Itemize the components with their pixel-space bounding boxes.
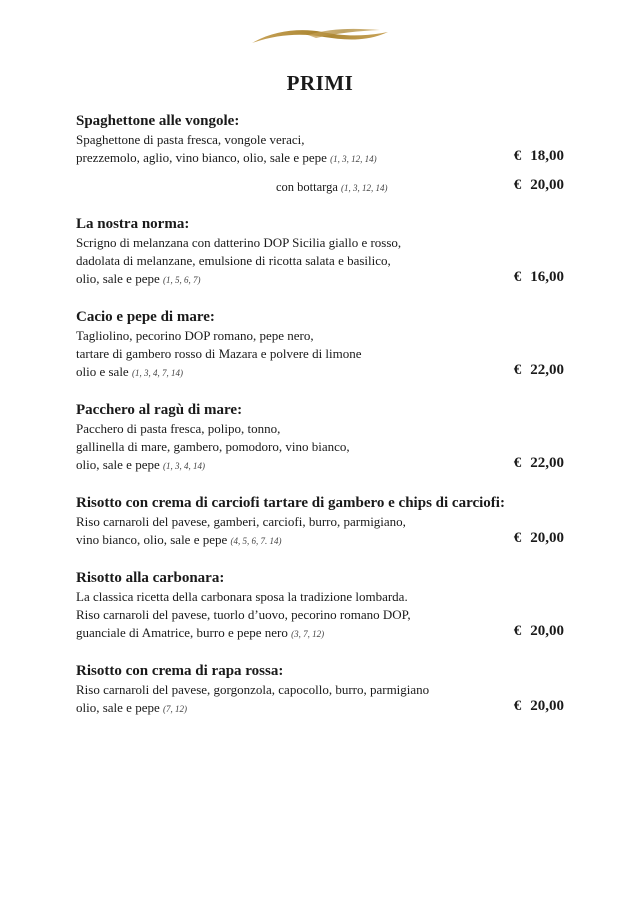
variant-price [514,176,564,194]
allergen-codes: (1, 3, 4, 14) [163,461,205,471]
dish-description-line: guanciale di Amatrice, burro e pepe nero [76,625,288,640]
euro-symbol: € [513,530,522,546]
dish-description-line: Riso carnaroli del pavese, gorgonzola, capocollo, burro, parmigiano [76,682,430,697]
dish-list [76,112,576,737]
price-amount: 20,00 [530,530,564,546]
euro-symbol: € [513,269,522,285]
dish-description-line: tartare di gambero rosso di Mazara e polvere di limone [76,346,362,361]
dish-item [76,401,576,475]
dish-last-line-row [76,531,576,550]
dish-price [514,361,564,379]
page-title: PRIMI [286,71,354,95]
dish-last-line-row [76,363,576,382]
price-amount: 16,00 [530,269,564,285]
euro-symbol: € [513,362,522,378]
dish-item [76,662,576,718]
variant-label-group [276,178,388,197]
dish-price [514,454,564,472]
dish-item [76,308,576,382]
price-amount: 20,00 [530,177,564,193]
allergen-codes: (7, 12) [163,704,187,714]
price-amount: 18,00 [530,148,564,164]
dish-name: Cacio e pepe di mare: [76,309,215,325]
dish-description-line: vino bianco, olio, sale e pepe [76,532,228,547]
dish-description-line: olio e sale [76,364,129,379]
allergen-codes: (4, 5, 6, 7. 14) [230,536,282,546]
dish-last-line-row [76,624,576,643]
dish-name: Risotto con crema di rapa rossa: [76,663,284,679]
dish-description-line: La classica ricetta della carbonara sposa la tradizione lombarda. [76,589,408,604]
dish-item [76,569,576,643]
dish-description-line: olio, sale e pepe [76,700,160,715]
dish-name: Pacchero al ragù di mare: [76,402,243,418]
dish-last-line-row [76,456,576,475]
euro-symbol: € [513,177,522,193]
dish-last-line-row [76,149,576,168]
euro-symbol: € [513,623,522,639]
dish-description-line: dadolata di melanzane, emulsione di ricotta salata e basilico, [76,253,391,268]
dish-last-line-row [76,699,576,718]
allergen-codes: (1, 3, 12, 14) [341,183,388,193]
euro-symbol: € [513,698,522,714]
dish-description-line: prezzemolo, aglio, vino bianco, olio, sale e pepe [76,150,327,165]
variant-label: con bottarga [276,180,338,194]
dish-description-line: Spaghettone di pasta fresca, vongole veraci, [76,132,305,147]
price-amount: 22,00 [530,455,564,471]
dish-price [514,697,564,715]
dish-name: Risotto alla carbonara: [76,570,225,586]
price-amount: 20,00 [530,698,564,714]
dish-description-line: Riso carnaroli del pavese, tuorlo d’uovo, pecorino romano DOP, [76,607,411,622]
dish-description-line: olio, sale e pepe [76,271,160,286]
dish-name: Risotto con crema di carciofi tartare di gambero e chips di carciofi: [76,495,505,511]
gold-wave-ornament-icon [250,26,390,48]
allergen-codes: (1, 3, 4, 7, 14) [131,368,183,378]
dish-name: La nostra norma: [76,216,190,232]
allergen-codes: (3, 7, 12) [291,629,325,639]
dish-price [514,622,564,640]
allergen-codes: (1, 3, 12, 14) [330,154,377,164]
dish-description-line: Scrigno di melanzana con datterino DOP Sicilia giallo e rosso, [76,235,402,250]
price-amount: 20,00 [530,623,564,639]
dish-last-line-row [76,270,576,289]
price-amount: 22,00 [530,362,564,378]
dish-description-line: olio, sale e pepe [76,457,160,472]
allergen-codes: (1, 5, 6, 7) [163,275,201,285]
dish-item [76,494,576,550]
dish-description-line: Riso carnaroli del pavese, gamberi, carciofi, burro, parmigiano, [76,514,406,529]
dish-description-line: gallinella di mare, gambero, pomodoro, vino bianco, [76,439,350,454]
dish-description-line: Pacchero di pasta fresca, polipo, tonno, [76,421,281,436]
dish-variant-row [76,178,576,196]
dish-item [76,112,576,196]
euro-symbol: € [513,455,522,471]
dish-item [76,215,576,289]
dish-name: Spaghettone alle vongole: [76,113,240,129]
dish-price [514,147,564,165]
dish-price [514,529,564,547]
dish-price [514,268,564,286]
euro-symbol: € [513,148,522,164]
dish-description-line: Tagliolino, pecorino DOP romano, pepe nero, [76,328,314,343]
